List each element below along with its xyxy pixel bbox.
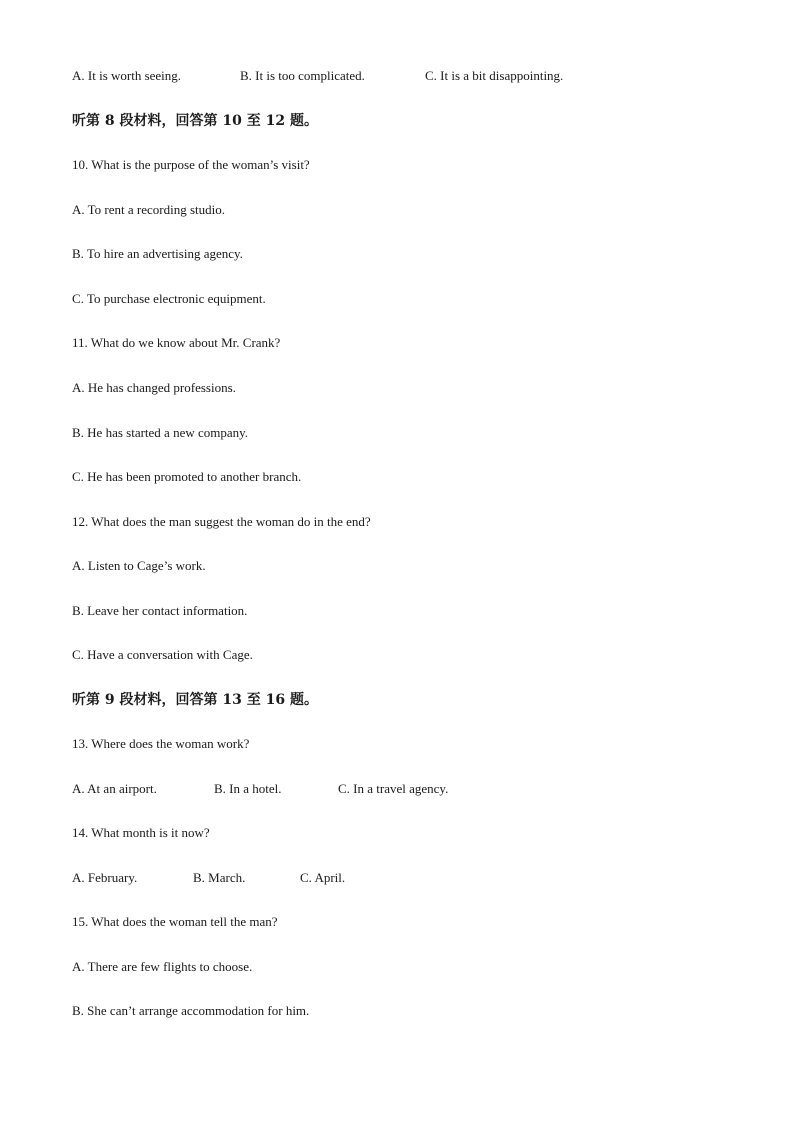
q11-question: 11. What do we know about Mr. Crank? xyxy=(72,335,281,350)
q12-option-b: B. Leave her contact information. xyxy=(72,603,248,618)
q15-question: 15. What does the woman tell the man? xyxy=(72,914,278,929)
q9-option-a: A. It is worth seeing. xyxy=(72,68,182,83)
q14-option-b: B. March. xyxy=(193,870,246,885)
q10-option-a: A. To rent a recording studio. xyxy=(72,202,226,217)
section-9-heading: 听第 9 段材料，回答第 13 至 16 题。 xyxy=(72,692,318,708)
q11-option-b: B. He has started a new company. xyxy=(72,425,249,440)
q13-question: 13. Where does the woman work? xyxy=(72,736,250,751)
q15-option-b: B. She can’t arrange accommodation for him. xyxy=(72,1003,310,1018)
q11-option-a: A. He has changed professions. xyxy=(72,380,236,395)
q15-option-a: A. There are few flights to choose. xyxy=(72,959,253,974)
q14-question: 14. What month is it now? xyxy=(72,825,210,840)
q13-options-row xyxy=(72,781,572,797)
q10-option-b: B. To hire an advertising agency. xyxy=(72,246,243,261)
q14-options-row xyxy=(72,870,472,886)
q13-option-b: B. In a hotel. xyxy=(214,781,282,796)
q12-option-c: C. Have a conversation with Cage. xyxy=(72,647,253,662)
q9-option-b: B. It is too complicated. xyxy=(240,68,365,83)
q12-question: 12. What does the man suggest the woman do in the end? xyxy=(72,514,371,529)
q10-option-c: C. To purchase electronic equipment. xyxy=(72,291,266,306)
q9-options-row xyxy=(72,68,722,84)
section-8-heading: 听第 8 段材料，回答第 10 至 12 题。 xyxy=(72,113,318,129)
q12-option-a: A. Listen to Cage’s work. xyxy=(72,558,206,573)
q9-option-c: C. It is a bit disappointing. xyxy=(425,68,564,83)
q14-option-c: C. April. xyxy=(300,870,346,885)
q11-option-c: C. He has been promoted to another branch. xyxy=(72,469,302,484)
q10-question: 10. What is the purpose of the woman’s visit? xyxy=(72,157,310,172)
q13-option-a: A. At an airport. xyxy=(72,781,157,796)
q14-option-a: A. February. xyxy=(72,870,138,885)
q13-option-c: C. In a travel agency. xyxy=(338,781,449,796)
